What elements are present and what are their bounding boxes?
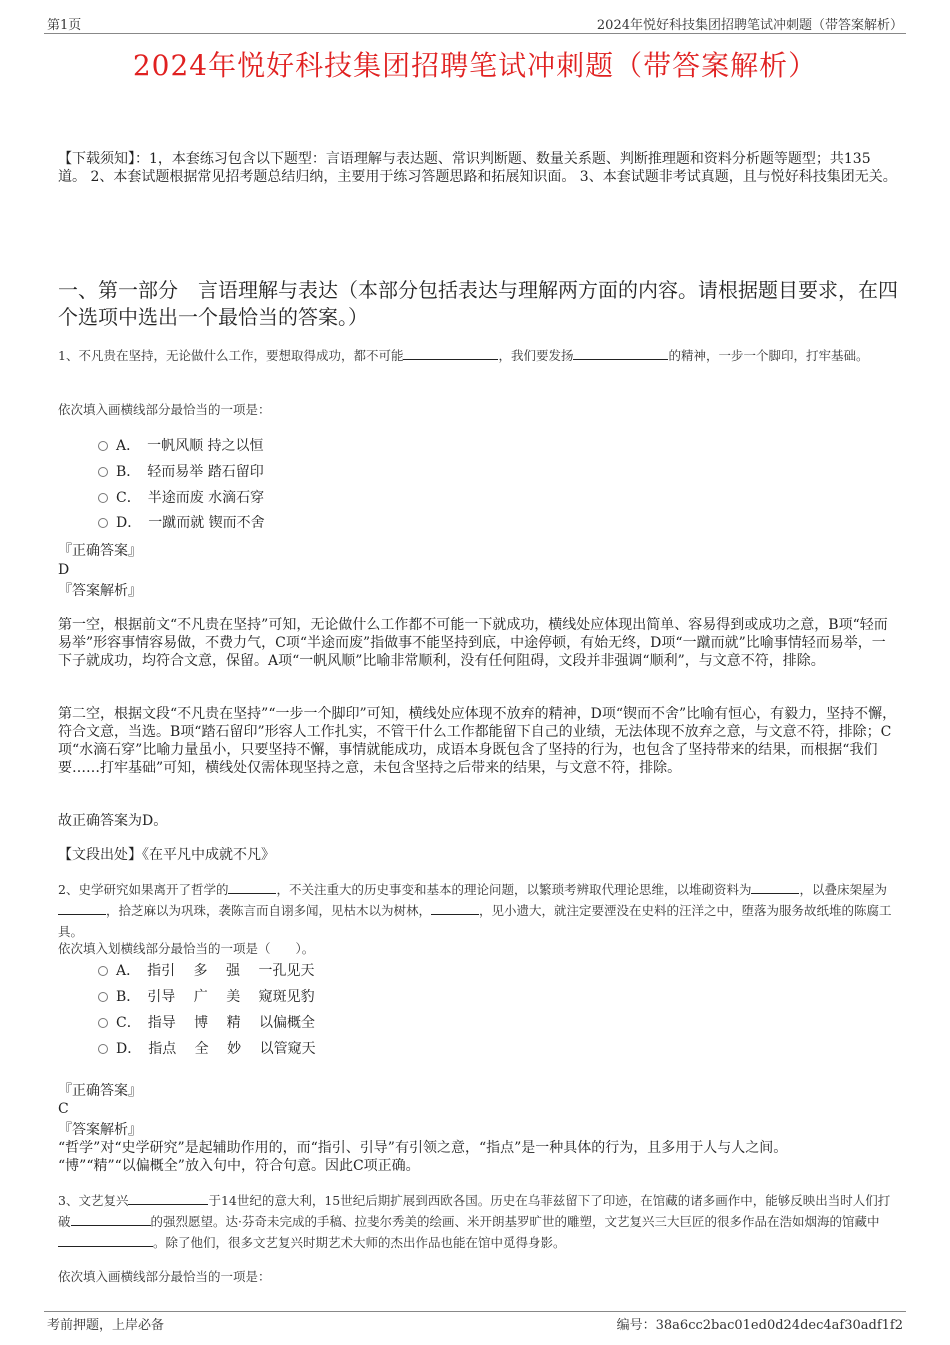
q3-stem-part-c: 的强烈愿望。达·芬奇未完成的手稿、拉斐尔秀美的绘画、米开朗基罗旷世的雕塑，文艺复兴三大巨匠的很多作品在浩如烟海的馆藏中 — [150, 1214, 880, 1229]
footer-slogan: 考前押题，上岸必备 — [47, 1318, 165, 1333]
q2-option-d-label: D． 指点 全 妙 以管窥天 — [116, 1041, 316, 1057]
q2-option-c-label: C． 指导 博 精 以偏概全 — [116, 1015, 316, 1031]
q2-blank-3 — [58, 902, 106, 915]
q1-option-b-label: B． 轻而易举 踏石留印 — [116, 464, 264, 480]
q2-option-b[interactable] — [98, 987, 315, 1007]
q3-blank-2 — [71, 1213, 151, 1226]
q1-option-b[interactable] — [98, 462, 264, 482]
q2-analysis-line-1: “哲学”对“史学研究”是起辅助作用的，而“指引、引导”有引领之意，“指点”是一种具体的行为，且多用于人与人之间。 — [58, 1140, 788, 1156]
radio-icon — [98, 992, 108, 1002]
question-1-prompt: 依次填入画横线部分最恰当的一项是： — [58, 402, 271, 417]
q2-analysis-label: 『答案解析』 — [58, 1122, 142, 1138]
q1-option-c[interactable] — [98, 488, 264, 508]
q2-stem-part-d: ，拾芝麻以为巩珠，袭陈言而自诩多闻，见枯木以为树林， — [106, 903, 432, 918]
page-number-label: 第1页 — [47, 18, 82, 33]
q1-option-c-label: C． 半途而废 水滴石穿 — [116, 490, 265, 506]
radio-icon — [98, 467, 108, 477]
radio-icon — [98, 1018, 108, 1028]
radio-icon — [98, 493, 108, 503]
question-2-prompt: 依次填入划横线部分最恰当的一项是（ ）。 — [58, 941, 315, 956]
question-1-stem — [58, 345, 898, 366]
header-doc-title: 2024年悦好科技集团招聘笔试冲刺题（带答案解析） — [596, 18, 903, 33]
q2-stem-part-b: ，不关注重大的历史事变和基本的理论问题，以繁琐考辨取代理论思维，以堆砌资料为 — [276, 882, 752, 897]
q1-analysis-paragraph-2: 第二空，根据文段“不凡贵在坚持”“一步一个脚印”可知，横线处应体现不放弃的精神，D项“锲而不舍”比喻有恒心，有毅力，坚持不懈，符合文意，当选。B项“踏石留印”形容人工作扎实，不管干什么工作都能留下自己的业绩，无法体现不放弃之意，与文意不符，排除；C项“水滴石穿”比喻力量虽小，只要坚持不懈，事情就能成功，成语本身既包含了坚持的行为，也包含了坚持带来的结果，而根据“我们要……打牢基础”可知，横线处仅需体现坚持之意，未包含坚持之后带来的结果，与文意不符，排除。 — [58, 706, 897, 776]
q1-answer: D — [58, 562, 70, 578]
q2-option-a-label: A． 指引 多 强 一孔见天 — [116, 963, 315, 979]
q3-stem-part-d: 。除了他们，很多文艺复兴时期艺术大师的杰出作品也能在馆中觅得身影。 — [153, 1235, 566, 1250]
radio-icon — [98, 441, 108, 451]
footer-divider — [44, 1311, 906, 1312]
q1-conclusion: 故正确答案为D。 — [58, 813, 168, 829]
q2-option-d[interactable] — [98, 1039, 316, 1059]
q1-blank-1 — [403, 347, 498, 360]
q2-stem-part-a: 2、史学研究如果离开了哲学的 — [58, 882, 229, 897]
q3-blank-3 — [58, 1234, 153, 1247]
q2-stem-part-e: ，见小遗大，就注定要湮没在史料的汪洋之中，堕落为服务故纸堆的陈腐工具。 — [58, 903, 892, 939]
footer-doc-id: 编号：38a6cc2bac01ed0d24dec4af30adf1f2 — [616, 1318, 903, 1333]
q3-stem-part-b: 于14世纪的意大利，15世纪后期扩展到西欧各国。历史在乌菲兹留下了印迹，在馆藏的诸多画作中，能够反映出当时人们打破 — [58, 1193, 891, 1229]
q1-option-d[interactable] — [98, 513, 265, 533]
q2-blank-4 — [431, 902, 479, 915]
header-divider — [44, 33, 906, 34]
download-notice: 【下载须知】：1，本套练习包含以下题型：言语理解与表达题、常识判断题、数量关系题、判断推理题和资料分析题等题型；共135道。 2、本套试题根据常见招考题总结归纳，主要用于练习答题思路和拓展知识面。 3、本套试题非考试真题，且与悦好科技集团无关。 — [58, 151, 897, 185]
document-title: 2024年悦好科技集团招聘笔试冲刺题（带答案解析） — [132, 49, 818, 82]
q1-option-a[interactable] — [98, 436, 264, 456]
q2-stem-part-c: ，以叠床架屋为 — [799, 882, 887, 897]
q1-analysis-label: 『答案解析』 — [58, 583, 142, 599]
q1-option-a-label: A． 一帆风顺 持之以恒 — [116, 438, 264, 454]
radio-icon — [98, 966, 108, 976]
q1-analysis-paragraph-1: 第一空，根据前文“不凡贵在坚持”可知，无论做什么工作都不可能一下就成功，横线处应体现出简单、容易得到或成功之意，B项“轻而易举”形容事情容易做，不费力气，C项“半途而废”指做事不能坚持到底，中途停顿，有始无终，D项“一蹴而就”比喻事情轻而易举，一下子就成功，均符合文意，保留。A项“一帆风顺”比喻非常顺利，没有任何阻碍，文段并非强调“顺利”，与文意不符，排除。 — [58, 617, 888, 669]
q2-option-a[interactable] — [98, 961, 314, 981]
q1-blank-2 — [573, 347, 668, 360]
q2-blank-1 — [228, 881, 276, 894]
radio-icon — [98, 1044, 108, 1054]
question-3-stem — [58, 1190, 898, 1253]
q2-blank-2 — [751, 881, 799, 894]
q1-option-d-label: D． 一蹴而就 锲而不舍 — [116, 515, 265, 531]
q1-source: 【文段出处】《在平凡中成就不凡》 — [58, 847, 275, 863]
q1-answer-label: 『正确答案』 — [58, 543, 142, 559]
question-2-stem — [58, 879, 898, 942]
q1-stem-part-b: ，我们要发扬 — [498, 348, 574, 363]
q3-blank-1 — [128, 1192, 208, 1205]
section-heading: 一、第一部分 言语理解与表达（本部分包括表达与理解两方面的内容。请根据题目要求，在四个选项中选出一个最恰当的答案。） — [58, 278, 898, 329]
question-3-prompt: 依次填入画横线部分最恰当的一项是： — [58, 1269, 271, 1284]
q1-stem-part-c: 的精神，一步一个脚印，打牢基础。 — [668, 348, 869, 363]
q2-option-b-label: B． 引导 广 美 窥斑见豹 — [116, 989, 315, 1005]
q2-analysis-line-2: “博”“精”“以偏概全”放入句中，符合句意。因此C项正确。 — [58, 1158, 420, 1174]
radio-icon — [98, 518, 108, 528]
q2-answer: C — [58, 1101, 69, 1117]
q2-option-c[interactable] — [98, 1013, 315, 1033]
q1-stem-part-a: 1、不凡贵在坚持，无论做什么工作，要想取得成功，都不可能 — [58, 348, 404, 363]
q2-answer-label: 『正确答案』 — [58, 1083, 142, 1099]
q3-stem-part-a: 3、文艺复兴 — [58, 1193, 129, 1208]
